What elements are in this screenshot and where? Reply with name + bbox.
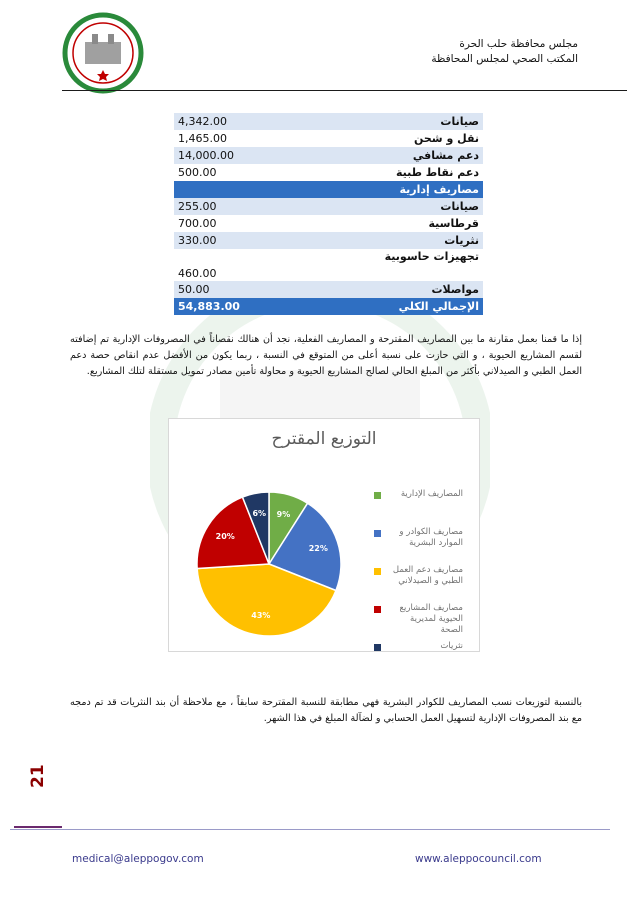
table-row [174, 113, 483, 130]
legend-item [374, 527, 469, 565]
label-cell: تجهيزات حاسوبية [299, 249, 483, 281]
value-cell: 330.00 [174, 232, 299, 249]
label-cell: قرطاسية [299, 215, 483, 232]
table-row [174, 130, 483, 147]
legend-label: المصاريف الإدارية [400, 489, 463, 499]
table-row [174, 249, 483, 281]
office-name: المكتب الصحي لمجلس المحافظة [431, 53, 578, 65]
legend-swatch [374, 530, 381, 537]
value-cell: 4,342.00 [174, 113, 299, 130]
legend-swatch [374, 644, 381, 651]
footer-rule [10, 829, 610, 830]
value-cell: 460.00 [174, 249, 299, 281]
label-cell: دعم نقاط طبية [299, 164, 483, 181]
value-cell: 255.00 [174, 198, 299, 215]
table-row [174, 215, 483, 232]
table-row [174, 281, 483, 298]
budget-table [174, 113, 483, 315]
value-cell: 14,000.00 [174, 147, 299, 164]
legend-label: مصاريف الكوادر و الموارد البشرية [399, 527, 463, 548]
value-cell [174, 181, 299, 198]
value-cell: 50.00 [174, 281, 299, 298]
table-row [174, 164, 483, 181]
legend-label: مصاريف المشاريع الحيوية لمديرية الصحة [399, 603, 463, 635]
section-header-label: مصاريف إدارية [299, 181, 483, 198]
footer-email-link[interactable]: medical@aleppogov.com [72, 853, 204, 865]
slice-data-label: 43% [251, 611, 271, 621]
distribution-paragraph: بالنسبة لتوزيعات نسب المصاريف للكوادر البشرية فهي مطابقة للنسبة المقترحة سابقاً ، مع ملاحظة أن بند النثريات قد تم دمجه مع بند المصروفات الإدارية لتسهيل العمل الحسابي و لضآلة المبلغ في هذا الشهر. [70, 696, 582, 724]
chart-title: التوزيع المقترح [271, 429, 377, 449]
council-name: مجلس محافظة حلب الحرة [459, 38, 578, 50]
table-row [174, 198, 483, 215]
page-number-rule [14, 826, 62, 828]
slice-data-label: 20% [215, 532, 235, 542]
legend-item [374, 603, 469, 641]
total-row [174, 298, 483, 315]
legend-label: نثريات [440, 641, 463, 651]
chart-legend [374, 489, 469, 679]
total-value: 54,883.00 [174, 298, 299, 315]
label-cell: صيانات [299, 198, 483, 215]
label-cell: نثريات [299, 232, 483, 249]
legend-swatch [374, 568, 381, 575]
footer-website-link[interactable]: www.aleppocouncil.com [415, 853, 542, 865]
legend-swatch [374, 606, 381, 613]
slice-data-label: 6% [252, 509, 267, 519]
slice-data-label: 9% [276, 510, 291, 520]
value-cell: 1,465.00 [174, 130, 299, 147]
council-logo [62, 12, 144, 94]
label-cell: مواصلات [299, 281, 483, 298]
legend-item [374, 489, 469, 527]
value-cell: 500.00 [174, 164, 299, 181]
value-cell: 700.00 [174, 215, 299, 232]
legend-item [374, 565, 469, 603]
label-cell: دعم مشافي [299, 147, 483, 164]
slice-data-label: 22% [308, 543, 328, 553]
legend-item [374, 641, 469, 679]
comparison-paragraph: إذا ما قمنا بعمل مقارنة ما بين المصاريف المقترحة و المصاريف الفعلية، نجد أن هنالك نقصاناً في المصروفات الإدارية تم إضافته لقسم المشاريع الحيوية ، و التي حازت على نسبة أعلى من المتوقع في النسبة ، ربما يكون من الأفضل عدم انقاص حصة دعم العمل الطبي و الصيدلاني بأكثر من المبلغ الحالي لصالح المشاريع الحيوية و محاولة تأمين مصادر تمويل مستقلة لتلك المشاريع. [70, 333, 582, 377]
legend-swatch [374, 492, 381, 499]
label-cell: صيانات [299, 113, 483, 130]
section-header-row [174, 181, 483, 198]
total-label: الإجمالي الكلي [299, 298, 483, 315]
legend-label: مصاريف دعم العمل الطبي و الصيدلاني [392, 565, 463, 586]
table-row [174, 147, 483, 164]
page-number: 21 [28, 764, 48, 788]
header-rule [62, 90, 627, 91]
table-row [174, 232, 483, 249]
label-cell: نقل و شحن [299, 130, 483, 147]
pie-chart [168, 418, 480, 652]
